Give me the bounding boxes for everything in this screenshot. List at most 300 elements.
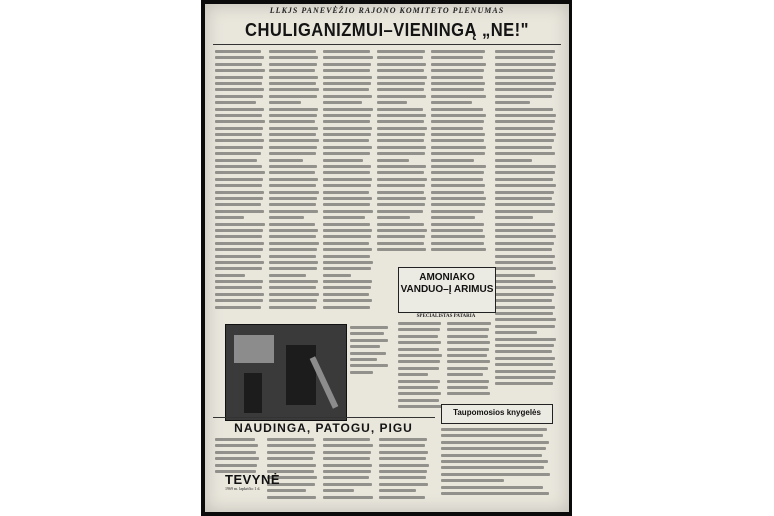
text-line (377, 178, 427, 181)
bottom-headline: NAUDINGA, PATOGU, PIGU (234, 421, 413, 435)
text-line (398, 341, 441, 344)
text-line (377, 127, 427, 130)
text-line (431, 184, 485, 187)
text-line (269, 159, 303, 162)
text-line (269, 50, 316, 53)
text-line (215, 88, 264, 91)
text-line (215, 159, 257, 162)
text-line (269, 242, 319, 245)
text-line (269, 210, 318, 213)
article-ammonia-title (399, 272, 495, 296)
text-line (215, 184, 262, 187)
kicker: LLKJS PANEVĖŽIO RAJONO KOMITETO PLENUMAS (269, 6, 505, 15)
text-line (215, 299, 263, 302)
text-line (269, 191, 319, 194)
text-line (377, 50, 425, 53)
text-line (379, 476, 426, 479)
bottom-section-rule (213, 417, 435, 418)
text-line (431, 120, 484, 123)
newspaper-page (205, 4, 569, 512)
text-line (495, 178, 553, 181)
top-rule (213, 44, 561, 45)
text-line (269, 197, 317, 200)
text-column-2 (269, 50, 319, 316)
text-line (215, 274, 245, 277)
text-line (377, 191, 424, 194)
text-column-5 (431, 50, 487, 260)
text-line (323, 267, 371, 270)
text-line (269, 229, 318, 232)
text-line (431, 191, 484, 194)
text-line (495, 171, 555, 174)
text-line (447, 348, 489, 351)
text-line (269, 178, 318, 181)
text-line (323, 242, 369, 245)
text-line (398, 360, 440, 363)
text-line (431, 223, 484, 226)
text-line (447, 392, 490, 395)
text-line (323, 210, 373, 213)
text-line (377, 101, 407, 104)
text-line (377, 165, 426, 168)
text-line (377, 242, 424, 245)
text-line (377, 184, 425, 187)
text-line (495, 184, 556, 187)
text-line (431, 88, 484, 91)
text-line (379, 483, 428, 486)
text-line (495, 350, 552, 353)
text-line (269, 216, 304, 219)
text-line (323, 69, 370, 72)
text-line (215, 306, 261, 309)
text-line (215, 146, 263, 149)
text-line (447, 335, 488, 338)
text-line (215, 248, 263, 251)
text-line (431, 101, 472, 104)
text-line (398, 373, 428, 376)
text-line (215, 457, 259, 460)
text-line (323, 464, 372, 467)
text-line (377, 69, 424, 72)
text-line (377, 216, 410, 219)
text-line (377, 139, 424, 142)
text-line (323, 216, 365, 219)
text-line (431, 146, 486, 149)
text-line (269, 165, 317, 168)
text-line (398, 380, 440, 383)
text-line (323, 152, 370, 155)
text-line (269, 171, 315, 174)
text-line (495, 242, 554, 245)
text-line (377, 108, 423, 111)
text-line (323, 476, 369, 479)
text-line (215, 197, 263, 200)
text-line (495, 363, 553, 366)
text-line (269, 114, 317, 117)
text-line (441, 428, 547, 431)
text-line (398, 367, 439, 370)
text-line (215, 216, 244, 219)
text-line (431, 56, 483, 59)
text-line (431, 216, 475, 219)
text-line (323, 306, 370, 309)
text-line (431, 210, 483, 213)
savings-box-title: Taupomosios knygelės (453, 408, 541, 417)
bottom-column-4 (379, 438, 429, 508)
text-line (323, 248, 372, 251)
text-line (431, 114, 486, 117)
text-line (495, 344, 554, 347)
text-line (441, 473, 550, 476)
text-line (495, 95, 552, 98)
text-line (269, 203, 316, 206)
text-line (215, 451, 256, 454)
text-line (269, 286, 316, 289)
text-line (495, 165, 556, 168)
text-line (495, 267, 556, 270)
text-line (431, 203, 485, 206)
text-line (398, 322, 441, 325)
text-line (495, 76, 553, 79)
text-line (323, 159, 363, 162)
text-line (441, 454, 542, 457)
text-line (377, 229, 427, 232)
text-line (495, 357, 555, 360)
text-line (323, 101, 362, 104)
text-line (379, 489, 416, 492)
text-line (269, 56, 318, 59)
text-line (398, 386, 438, 389)
text-line (215, 152, 261, 155)
text-line (269, 101, 301, 104)
text-line (215, 464, 257, 467)
text-line (447, 341, 490, 344)
text-line (323, 127, 372, 130)
text-line (495, 306, 555, 309)
text-line (323, 108, 373, 111)
text-line (495, 152, 555, 155)
text-line (215, 267, 262, 270)
text-line (495, 286, 556, 289)
text-line (323, 483, 372, 486)
text-line (269, 274, 306, 277)
text-line (323, 82, 371, 85)
text-line (441, 479, 504, 482)
text-line (323, 120, 370, 123)
text-line (431, 50, 485, 53)
text-line (377, 120, 424, 123)
text-line (431, 248, 486, 251)
text-line (398, 354, 442, 357)
text-line (215, 165, 262, 168)
text-line (215, 171, 265, 174)
text-line (215, 95, 263, 98)
text-line (323, 299, 372, 302)
text-line (379, 496, 425, 499)
text-line (215, 229, 263, 232)
text-line (323, 191, 369, 194)
text-line (447, 367, 488, 370)
text-line (267, 496, 316, 499)
text-line (447, 322, 491, 325)
text-line (323, 114, 371, 117)
text-line (323, 63, 371, 66)
text-line (379, 438, 427, 441)
text-line (215, 210, 264, 213)
text-line (495, 293, 554, 296)
text-line (495, 88, 554, 91)
text-line (323, 457, 370, 460)
text-line (495, 299, 552, 302)
text-line (495, 159, 532, 162)
text-line (269, 139, 319, 142)
text-line (323, 178, 372, 181)
text-line (323, 95, 372, 98)
text-column-4 (377, 50, 427, 260)
text-line (269, 88, 319, 91)
text-line (269, 95, 317, 98)
text-line (269, 152, 316, 155)
text-line (215, 56, 264, 59)
text-line (495, 197, 552, 200)
text-line (377, 197, 426, 200)
text-line (377, 114, 426, 117)
text-line (441, 466, 544, 469)
text-line (495, 248, 552, 251)
text-line (379, 464, 429, 467)
photo-figure-2 (244, 373, 262, 413)
text-line (215, 127, 263, 130)
text-line (323, 197, 372, 200)
text-line (269, 120, 315, 123)
text-line (323, 76, 372, 79)
text-line (447, 360, 490, 363)
text-line (269, 223, 315, 226)
text-line (377, 133, 425, 136)
text-line (215, 286, 262, 289)
text-line (323, 50, 370, 53)
text-line (495, 210, 553, 213)
text-line (215, 114, 262, 117)
text-line (431, 159, 474, 162)
masthead-date: 1969 m. lapkričio 1 d. (225, 486, 261, 491)
text-line (431, 76, 483, 79)
text-line (377, 235, 425, 238)
text-line (323, 438, 370, 441)
text-line (495, 274, 535, 277)
text-line (323, 171, 370, 174)
text-line (215, 242, 264, 245)
text-line (215, 133, 262, 136)
text-line (495, 223, 555, 226)
text-line (495, 50, 555, 53)
text-line (267, 489, 306, 492)
text-line (267, 464, 316, 467)
text-line (495, 261, 553, 264)
text-line (441, 434, 543, 437)
text-line (495, 312, 553, 315)
text-line (323, 470, 371, 473)
text-line (269, 127, 318, 130)
text-line (215, 63, 262, 66)
text-line (269, 69, 315, 72)
text-line (431, 108, 483, 111)
text-line (379, 444, 425, 447)
text-column-3 (323, 50, 373, 316)
text-line (323, 203, 370, 206)
text-line (323, 56, 373, 59)
text-line (441, 486, 543, 489)
text-line (269, 82, 316, 85)
text-line (377, 159, 409, 162)
text-line (377, 76, 427, 79)
headline: CHULIGANIZMUI–VIENINGĄ „NE!" (245, 20, 529, 40)
bottom-column-3 (323, 438, 373, 508)
text-line (447, 386, 488, 389)
text-line (441, 447, 546, 450)
text-line (495, 382, 553, 385)
text-line (379, 457, 426, 460)
text-line (495, 114, 556, 117)
text-line (377, 152, 425, 155)
text-line (269, 255, 316, 258)
text-line (495, 229, 553, 232)
photo-window (234, 335, 274, 363)
text-line (323, 255, 370, 258)
text-line (431, 242, 484, 245)
text-line (377, 223, 424, 226)
text-line (215, 178, 263, 181)
text-line (447, 380, 489, 383)
text-line (215, 82, 262, 85)
article-ammonia-box (398, 267, 496, 313)
text-line (495, 191, 554, 194)
text-line (215, 203, 261, 206)
text-line (215, 69, 265, 72)
text-line (495, 325, 555, 328)
text-line (269, 76, 318, 79)
text-line (323, 286, 371, 289)
text-line (215, 438, 255, 441)
text-line (215, 76, 263, 79)
text-line (269, 267, 317, 270)
text-line (269, 184, 316, 187)
text-line (398, 392, 441, 395)
text-line (441, 492, 549, 495)
text-line (495, 108, 553, 111)
text-line (495, 82, 556, 85)
photo-caption (350, 326, 388, 377)
text-line (495, 120, 555, 123)
text-line (495, 63, 556, 66)
text-line (323, 184, 371, 187)
text-line (495, 69, 555, 72)
text-line (431, 197, 486, 200)
text-line (377, 82, 425, 85)
text-line (495, 331, 537, 334)
text-line (323, 280, 372, 283)
text-line (398, 348, 439, 351)
text-line (495, 216, 533, 219)
text-line (323, 133, 371, 136)
text-line (323, 229, 372, 232)
text-line (215, 255, 261, 258)
text-line (323, 139, 369, 142)
text-line (323, 451, 371, 454)
article-ammonia-title-line2: VANDUO–Į ARIMUS (400, 284, 494, 295)
text-line (323, 223, 370, 226)
text-line (323, 235, 371, 238)
text-line (215, 108, 264, 111)
text-line (269, 235, 316, 238)
text-line (269, 261, 318, 264)
text-line (495, 255, 555, 258)
text-line (215, 223, 265, 226)
text-line (269, 108, 318, 111)
text-line (431, 235, 485, 238)
text-line (495, 338, 556, 341)
text-line (269, 293, 319, 296)
article-ammonia-subtitle: SPECIALISTAS PATARIA (416, 314, 476, 319)
text-column-1 (215, 50, 265, 316)
text-line (431, 139, 484, 142)
text-line (431, 133, 485, 136)
text-line (431, 127, 483, 130)
text-line (215, 139, 264, 142)
text-column-7 (398, 322, 442, 414)
text-line (267, 444, 316, 447)
text-line (377, 210, 423, 213)
text-line (377, 88, 424, 91)
text-line (495, 101, 530, 104)
text-line (379, 451, 428, 454)
text-line (377, 95, 426, 98)
text-line (323, 261, 373, 264)
text-line (215, 50, 261, 53)
article-ammonia-title-line1: AMONIAKO (419, 272, 475, 283)
text-line (323, 444, 373, 447)
text-line (495, 146, 552, 149)
text-line (495, 56, 553, 59)
text-line (267, 438, 314, 441)
text-line (267, 457, 313, 460)
text-column-8 (447, 322, 491, 402)
text-line (441, 441, 549, 444)
text-line (323, 274, 351, 277)
text-line (431, 82, 485, 85)
text-line (431, 69, 484, 72)
text-line (269, 306, 316, 309)
text-line (215, 261, 264, 264)
text-line (431, 95, 486, 98)
text-line (495, 370, 556, 373)
text-line (447, 328, 489, 331)
text-line (495, 203, 555, 206)
savings-box (441, 404, 553, 424)
text-line (323, 88, 369, 91)
text-line (267, 451, 315, 454)
text-line (447, 354, 487, 357)
text-line (398, 399, 439, 402)
text-line (215, 235, 262, 238)
text-line (441, 460, 548, 463)
text-line (215, 293, 264, 296)
text-line (398, 405, 442, 408)
news-photo (225, 324, 347, 421)
text-line (495, 280, 553, 283)
text-line (398, 328, 440, 331)
text-line (269, 133, 316, 136)
